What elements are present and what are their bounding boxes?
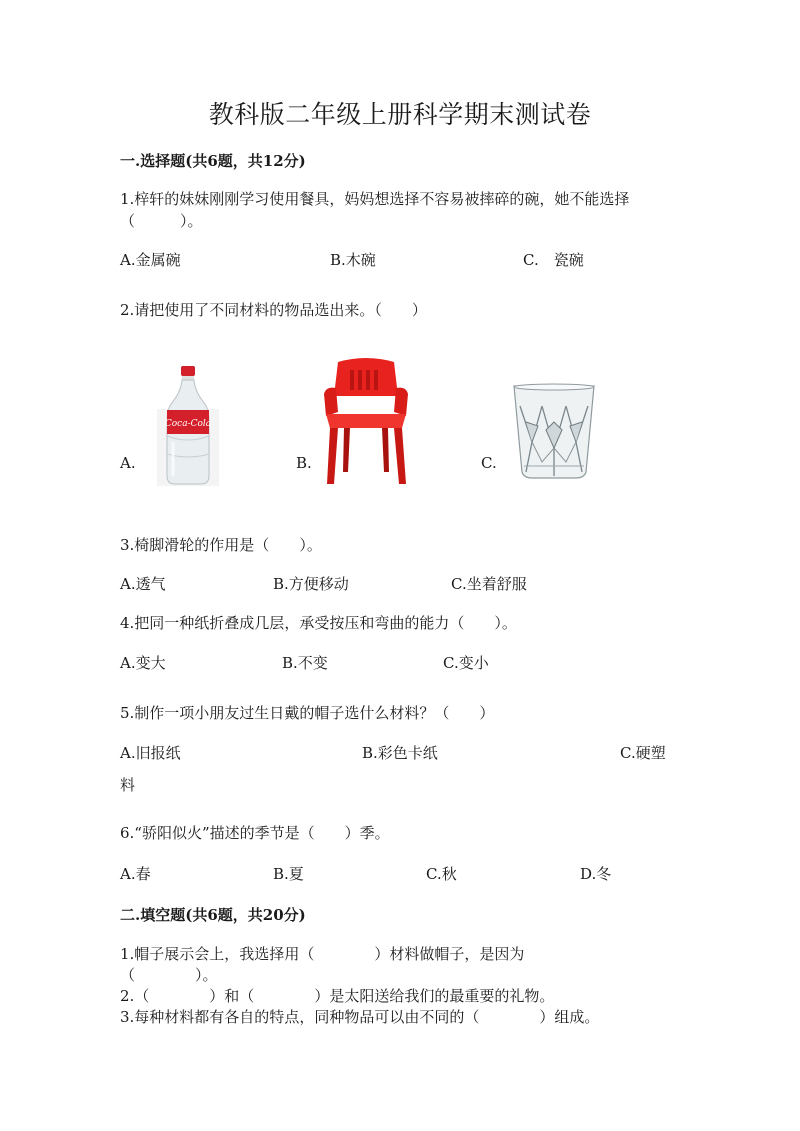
q6-option-a: A.春 bbox=[120, 865, 151, 883]
q2-stem: 2.请把使用了不同材料的物品选出来。（ ） bbox=[120, 301, 427, 319]
q1-option-b: B.木碗 bbox=[330, 251, 376, 269]
q6-option-c: C.秋 bbox=[426, 865, 457, 883]
red-plastic-chair-image bbox=[318, 356, 414, 486]
q5-option-b: B.彩色卡纸 bbox=[362, 744, 438, 762]
fill-q1-line1: 1.帽子展示会上，我选择用（ ）材料做帽子，是因为 bbox=[120, 945, 525, 963]
fill-q3-stem: 3.每种材料都有各自的特点，同种物品可以由不同的（ ）组成。 bbox=[120, 1008, 600, 1026]
fill-q2-stem: 2.（ ）和（ ）是太阳送给我们的最重要的礼物。 bbox=[120, 987, 555, 1005]
section-heading-fill: 二.填空题(共6题，共20分) bbox=[120, 906, 306, 924]
q3-option-c: C.坐着舒服 bbox=[451, 575, 527, 593]
crystal-glass-image bbox=[512, 382, 596, 480]
q4-option-a: A.变大 bbox=[120, 654, 166, 672]
q3-option-b: B.方便移动 bbox=[273, 575, 349, 593]
q2-option-c: C. bbox=[481, 454, 497, 472]
q1-stem-line2: （ ）。 bbox=[120, 212, 203, 230]
q2-option-a: A. bbox=[120, 454, 136, 472]
q2-option-b: B. bbox=[296, 454, 312, 472]
q3-option-a: A.透气 bbox=[120, 575, 166, 593]
q4-stem: 4.把同一种纸折叠成几层，承受按压和弯曲的能力（ ）。 bbox=[120, 614, 517, 632]
q4-option-c: C.变小 bbox=[443, 654, 489, 672]
section-heading-choice: 一.选择题(共6题，共12分) bbox=[120, 152, 306, 170]
q4-option-b: B.不变 bbox=[282, 654, 328, 672]
q3-stem: 3.椅脚滑轮的作用是（ ）。 bbox=[120, 536, 322, 554]
cola-bottle-image bbox=[157, 364, 219, 486]
q1-option-c: C. 瓷碗 bbox=[523, 251, 584, 269]
q5-stem: 5.制作一项小朋友过生日戴的帽子选什么材料？（ ） bbox=[120, 704, 495, 722]
q5-option-c-continued: 料 bbox=[120, 776, 136, 794]
bottle-label-text: Coca-Cola bbox=[164, 419, 212, 429]
fill-q1-line2: （ ）。 bbox=[120, 966, 218, 984]
q6-option-b: B.夏 bbox=[273, 865, 304, 883]
q5-option-c: C.硬塑 bbox=[620, 744, 666, 762]
q6-stem: 6.“骄阳似火”描述的季节是（ ）季。 bbox=[120, 824, 390, 842]
q6-option-d: D.冬 bbox=[580, 865, 612, 883]
q1-option-a: A.金属碗 bbox=[120, 251, 181, 269]
q1-stem-line1: 1.梓轩的妹妹刚刚学习使用餐具，妈妈想选择不容易被摔碎的碗，她不能选择 bbox=[120, 190, 630, 208]
page-title: 教科版二年级上册科学期末测试卷 bbox=[208, 100, 592, 129]
q5-option-a: A.旧报纸 bbox=[120, 744, 181, 762]
